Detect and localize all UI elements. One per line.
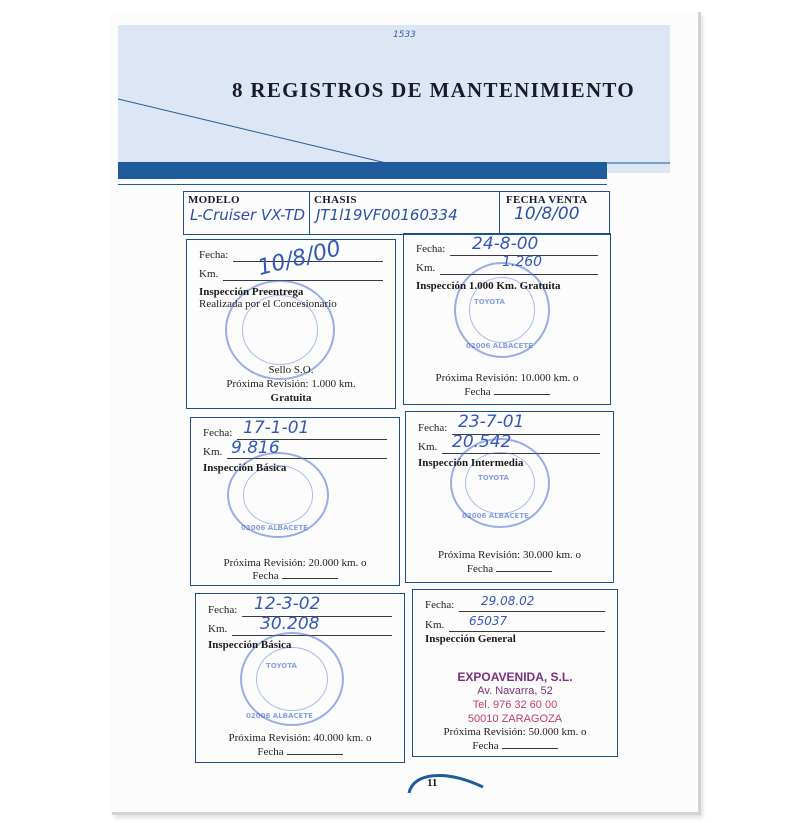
dealer-stamp bbox=[413, 670, 617, 726]
vehicle-info-table bbox=[183, 191, 610, 235]
km-label: Km. bbox=[416, 262, 436, 274]
handwritten-km: 9.816 bbox=[231, 438, 280, 458]
inspection-subtitle: Realizada por el Concesionario bbox=[199, 298, 337, 310]
next-revision: Próxima Revisión: 30.000 km. o bbox=[438, 549, 581, 561]
inspection-title: Inspección Básica bbox=[208, 639, 292, 651]
dealer-city: 50010 ZARAGOZA bbox=[467, 713, 563, 725]
page-number: 11 bbox=[427, 777, 438, 789]
dealer-address: Av. Navarra, 52 bbox=[477, 685, 553, 697]
chasis-value: JT1l19VF00160334 bbox=[316, 206, 458, 224]
next-revision: Próxima Revisión: 10.000 km. o bbox=[435, 372, 579, 384]
km-label: Km. bbox=[208, 623, 228, 635]
km-label: Km. bbox=[199, 268, 219, 280]
inspection-title: Inspección Preentrega bbox=[199, 286, 304, 298]
card-basica-20000 bbox=[190, 417, 400, 586]
handwritten-date: 29.08.02 bbox=[481, 594, 535, 608]
card-preentrega bbox=[186, 236, 396, 409]
inspection-title: Inspección 1.000 Km. Gratuita bbox=[416, 280, 561, 292]
gratuita-label: Gratuita bbox=[270, 392, 312, 404]
handwritten-date: 12-3-02 bbox=[254, 594, 321, 614]
modelo-value: L-Cruiser VX-TD bbox=[190, 206, 306, 224]
next-revision: Próxima Revisión: 20.000 km. o bbox=[223, 557, 367, 569]
dealer-phone: Tel. 976 32 60 00 bbox=[472, 699, 558, 711]
dealer-name: EXPOAVENIDA, S.L. bbox=[457, 670, 573, 684]
fecha-label: Fecha: bbox=[199, 249, 229, 261]
fecha-label: Fecha: bbox=[203, 427, 233, 439]
km-label: Km. bbox=[425, 619, 445, 631]
thin-divider-line bbox=[118, 184, 607, 185]
km-label: Km. bbox=[418, 441, 438, 453]
next-revision: Próxima Revisión: 50.000 km. o bbox=[443, 726, 587, 738]
blue-divider-bar bbox=[118, 162, 607, 179]
handwritten-km: 65037 bbox=[469, 614, 508, 628]
km-label: Km. bbox=[203, 446, 223, 458]
handwritten-date: 23-7-01 bbox=[458, 412, 525, 432]
chasis-label: CHASIS bbox=[314, 194, 357, 206]
handwritten-date: 10/8/00 bbox=[255, 236, 344, 281]
stamp-city: 02006 ALBACETE bbox=[241, 524, 308, 532]
handwritten-date: 24-8-00 bbox=[472, 234, 539, 254]
fecha-venta-label: FECHA VENTA bbox=[506, 194, 588, 206]
seal-label: Sello S.O. bbox=[268, 364, 314, 376]
handwritten-ref-number: 1533 bbox=[393, 30, 416, 40]
stamp-brand: TOYOTA bbox=[478, 474, 509, 482]
inspection-title: Inspección Básica bbox=[203, 462, 287, 474]
inspection-title: Inspección General bbox=[425, 633, 516, 645]
stamp-city: 02006 ALBACETE bbox=[246, 712, 313, 720]
stamp-city: 02006 ALBACETE bbox=[462, 512, 529, 520]
card-general bbox=[412, 589, 618, 757]
fecha-label: Fecha: bbox=[425, 599, 455, 611]
handwritten-km: 1.260 bbox=[502, 254, 543, 270]
inspection-title: Inspección Intermedia bbox=[418, 457, 524, 469]
fecha-footer: Fecha bbox=[196, 745, 404, 759]
km-line bbox=[449, 631, 605, 632]
fecha-label: Fecha: bbox=[418, 422, 448, 434]
chasis-cell bbox=[310, 192, 500, 234]
fecha-footer: Fecha bbox=[413, 739, 617, 753]
fecha-footer: Fecha bbox=[191, 569, 399, 583]
fecha-label: Fecha: bbox=[416, 243, 446, 255]
page-number-badge bbox=[405, 767, 485, 797]
modelo-label: MODELO bbox=[188, 194, 240, 206]
card-basica-40000 bbox=[195, 593, 405, 763]
handwritten-km: 20.542 bbox=[452, 432, 512, 452]
next-revision: Próxima Revisión: 1.000 km. bbox=[226, 378, 356, 390]
card-intermedia bbox=[405, 411, 614, 583]
handwritten-km: 30.208 bbox=[260, 614, 320, 634]
stamp-brand: TOYOTA bbox=[474, 298, 505, 306]
stamp-city: 02006 ALBACETE bbox=[466, 342, 533, 350]
page-title: 8 REGISTROS DE MANTENIMIENTO bbox=[232, 78, 635, 102]
fecha-label: Fecha: bbox=[208, 604, 238, 616]
next-revision: Próxima Revisión: 40.000 km. o bbox=[228, 732, 372, 744]
km-line bbox=[223, 280, 383, 281]
fecha-venta-cell bbox=[500, 192, 609, 234]
fecha-venta-value: 10/8/00 bbox=[514, 204, 580, 224]
fecha-footer: Fecha bbox=[404, 385, 610, 399]
handwritten-date: 17-1-01 bbox=[243, 418, 310, 438]
modelo-cell bbox=[184, 192, 310, 234]
card-1000km bbox=[403, 233, 611, 405]
stamp-brand: TOYOTA bbox=[266, 662, 297, 670]
fecha-footer: Fecha bbox=[406, 562, 613, 576]
swoosh-icon bbox=[405, 767, 485, 797]
fecha-line bbox=[459, 611, 605, 612]
